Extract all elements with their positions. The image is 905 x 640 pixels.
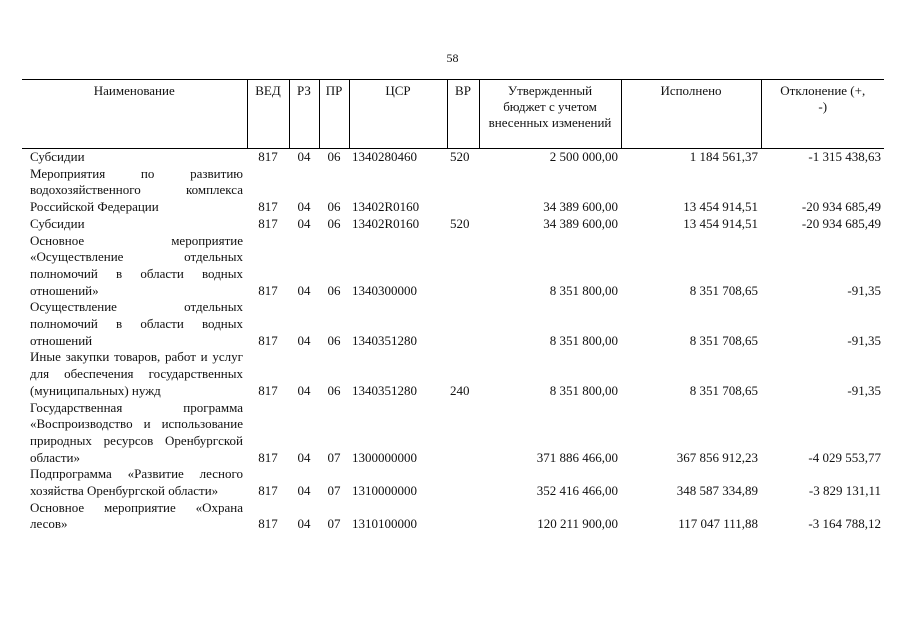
row-deviation: -91,35: [847, 332, 881, 348]
row-name: Иные закупки товаров, работ и услуг для обеспечения государственных (муниципальных) нужд: [30, 349, 243, 398]
header-deviation: Отклонение (+, -): [761, 80, 884, 149]
row-deviation: -4 029 553,77: [808, 449, 881, 465]
header-executed: Исполнено: [621, 80, 761, 149]
row-vr: [447, 233, 479, 300]
table-row: [22, 149, 884, 166]
row-approved: 8 351 800,00: [549, 332, 618, 348]
row-executed: 117 047 111,88: [678, 516, 758, 532]
header-pr: ПР: [319, 80, 349, 149]
row-vr: [447, 466, 479, 499]
row-approved: 371 886 466,00: [536, 449, 618, 465]
row-deviation: -20 934 685,49: [801, 215, 881, 231]
row-csr: 1310000000: [352, 483, 417, 499]
header-csr: ЦСР: [349, 80, 447, 149]
row-name: Субсидии: [30, 149, 85, 164]
table-row: [22, 166, 884, 216]
row-rz: 04: [297, 282, 311, 298]
row-approved: 352 416 466,00: [536, 483, 618, 499]
row-pr: 06: [327, 215, 341, 231]
row-vr: 240: [450, 382, 470, 398]
row-csr: 1300000000: [352, 449, 417, 465]
table-row: [22, 233, 884, 300]
row-pr: 06: [327, 199, 341, 215]
header-ved: ВЕД: [247, 80, 289, 149]
row-executed: 367 856 912,23: [676, 449, 758, 465]
row-ved: 817: [258, 382, 278, 398]
row-deviation: -3 829 131,11: [808, 483, 881, 499]
header-vr: ВР: [447, 80, 479, 149]
row-ved: 817: [258, 215, 278, 231]
budget-table: [22, 79, 884, 533]
row-csr: 1340351280: [352, 382, 417, 398]
table-row: [22, 500, 884, 533]
row-executed: 8 351 708,65: [689, 382, 758, 398]
row-executed: 13 454 914,51: [683, 215, 758, 231]
row-pr: 07: [327, 516, 341, 532]
row-csr: 1340280460: [352, 149, 417, 164]
row-deviation: -1 315 438,63: [808, 149, 881, 164]
row-pr: 07: [327, 449, 341, 465]
row-name: Государственная программа «Воспроизводство и использование природных ресурсов Оренбургской области»: [30, 399, 243, 465]
header-name: Наименование: [22, 80, 247, 149]
row-executed: 13 454 914,51: [683, 199, 758, 215]
row-name: Подпрограмма «Развитие лесного хозяйства Оренбургской области»: [30, 466, 243, 499]
row-pr: 06: [327, 149, 341, 164]
table-row: [22, 216, 884, 233]
row-pr: 06: [327, 382, 341, 398]
row-rz: 04: [297, 449, 311, 465]
row-pr: 07: [327, 483, 341, 499]
row-approved: 34 389 600,00: [543, 199, 618, 215]
row-rz: 04: [297, 382, 311, 398]
row-vr: [447, 299, 479, 349]
page-number: 58: [446, 51, 459, 65]
row-vr: [447, 400, 479, 467]
row-executed: 8 351 708,65: [689, 332, 758, 348]
row-rz: 04: [297, 332, 311, 348]
row-name: Осуществление отдельных полномочий в области водных отношений: [30, 299, 243, 348]
row-approved: 8 351 800,00: [549, 282, 618, 298]
row-executed: 8 351 708,65: [689, 282, 758, 298]
row-vr: [447, 500, 479, 533]
row-approved: 8 351 800,00: [549, 382, 618, 398]
row-ved: 817: [258, 516, 278, 532]
row-executed: 1 184 561,37: [689, 149, 758, 164]
row-deviation: -91,35: [847, 282, 881, 298]
row-executed: 348 587 334,89: [676, 483, 758, 499]
row-vr: 520: [450, 149, 470, 164]
row-deviation: -91,35: [847, 382, 881, 398]
table-row: [22, 466, 884, 499]
row-rz: 04: [297, 483, 311, 499]
row-rz: 04: [297, 149, 311, 164]
row-csr: 1340351280: [352, 332, 417, 348]
row-pr: 06: [327, 332, 341, 348]
row-approved: 2 500 000,00: [549, 149, 618, 164]
row-ved: 817: [258, 282, 278, 298]
header-rz: РЗ: [289, 80, 319, 149]
row-csr: 13402R0160: [352, 199, 420, 215]
table-row: [22, 299, 884, 349]
row-ved: 817: [258, 149, 278, 164]
row-deviation: -20 934 685,49: [801, 199, 881, 215]
row-csr: 1340300000: [352, 282, 417, 298]
row-ved: 817: [258, 332, 278, 348]
table-row: [22, 400, 884, 467]
row-name: Основное мероприятие «Охрана лесов»: [30, 499, 243, 532]
row-deviation: -3 164 788,12: [808, 516, 881, 532]
header-approved: Утвержденный бюджет с учетом внесенных изменений: [479, 80, 621, 149]
row-vr: 520: [450, 215, 470, 231]
row-csr: 13402R0160: [352, 215, 420, 231]
row-csr: 1310100000: [352, 516, 417, 532]
row-rz: 04: [297, 516, 311, 532]
row-ved: 817: [258, 199, 278, 215]
row-rz: 04: [297, 215, 311, 231]
row-name: Основное мероприятие «Осуществление отдельных полномочий в области водных отношений»: [30, 232, 243, 298]
row-name: Мероприятия по развитию водохозяйственного комплекса Российской Федерации: [30, 165, 243, 215]
row-ved: 817: [258, 449, 278, 465]
table-row: [22, 349, 884, 399]
row-approved: 120 211 900,00: [537, 516, 618, 532]
row-pr: 06: [327, 282, 341, 298]
row-name: Субсидии: [30, 215, 85, 231]
row-rz: 04: [297, 199, 311, 215]
row-approved: 34 389 600,00: [543, 215, 618, 231]
row-vr: [447, 166, 479, 216]
row-ved: 817: [258, 483, 278, 499]
table-header-row: [22, 80, 884, 149]
